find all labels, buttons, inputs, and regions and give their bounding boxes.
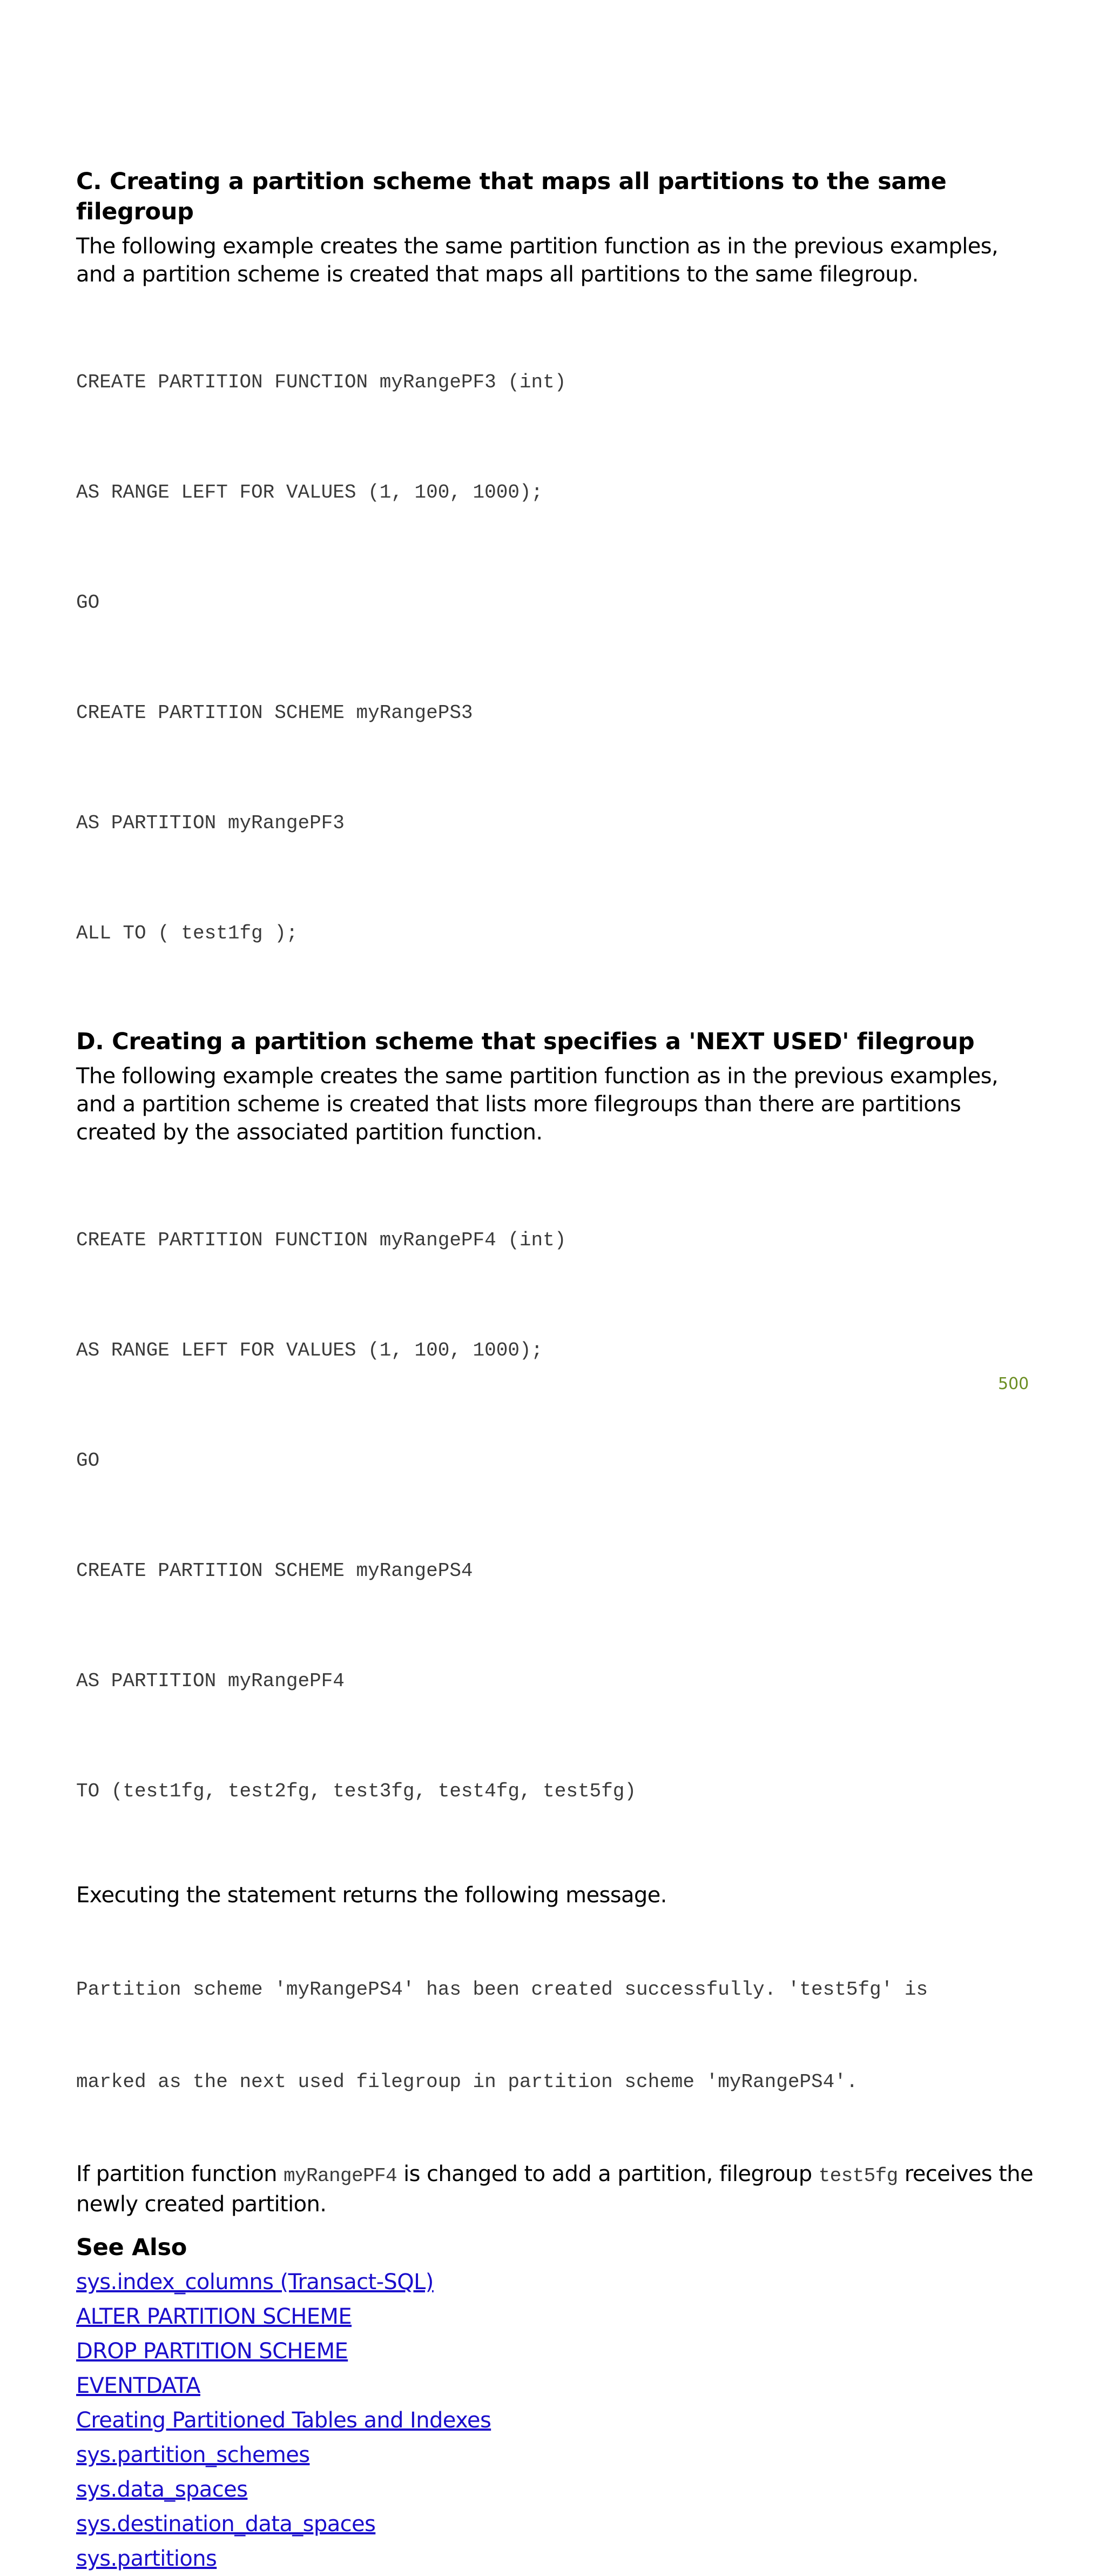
document-page <box>76 166 1037 2576</box>
section-d-description: The following example creates the same partition function as in the previous examples, and a partition scheme is created that lists more filegroups than there are partitions created by the associated partition function. <box>76 1064 999 1145</box>
link-alter-partition-scheme[interactable]: ALTER PARTITION SCHEME <box>76 2304 352 2329</box>
note-inline-code: test5fg <box>818 2165 898 2187</box>
link-sys-partitions[interactable]: sys.partitions <box>76 2546 217 2571</box>
code-line: GO <box>76 592 100 614</box>
code-line: GO <box>76 1450 100 1472</box>
result-message-block <box>76 1913 1037 2159</box>
code-line: ALL TO ( test1fg ); <box>76 922 298 944</box>
link-eventdata[interactable]: EVENTDATA <box>76 2373 200 2398</box>
link-sys-partition-schemes[interactable]: sys.partition_schemes <box>76 2443 310 2467</box>
see-also-heading: See Also <box>76 2234 187 2261</box>
code-line: AS RANGE LEFT FOR VALUES (1, 100, 1000); <box>76 1339 543 1361</box>
note-text: receives the newly created partition. <box>76 2162 1033 2217</box>
code-line: CREATE PARTITION SCHEME myRangePS3 <box>76 702 473 724</box>
link-sys-data-spaces[interactable]: sys.data_spaces <box>76 2477 248 2502</box>
note-text: If partition function <box>76 2162 284 2186</box>
code-line: AS RANGE LEFT FOR VALUES (1, 100, 1000); <box>76 481 543 504</box>
see-also-links <box>76 2265 1037 2576</box>
code-line: AS PARTITION myRangePF3 <box>76 812 345 834</box>
note-text: is changed to add a partition, filegroup <box>397 2162 819 2186</box>
section-c-description: The following example creates the same partition function as in the previous examples, and a partition scheme is created that maps all partitions to the same filegroup. <box>76 234 999 287</box>
section-d-note <box>76 2160 1037 2218</box>
section-c-code-block <box>76 291 1037 1025</box>
section-d-heading: D. Creating a partition scheme that specifies a 'NEXT USED' filegroup <box>76 1028 975 1055</box>
code-line: TO (test1fg, test2fg, test3fg, test4fg, test5fg) <box>76 1780 636 1802</box>
code-line: AS PARTITION myRangePF4 <box>76 1670 345 1692</box>
link-drop-partition-scheme[interactable]: DROP PARTITION SCHEME <box>76 2339 348 2364</box>
note-inline-code: myRangePF4 <box>284 2165 397 2187</box>
section-c-heading: C. Creating a partition scheme that maps all partitions to the same filegroup <box>76 168 947 225</box>
link-sys-index-columns[interactable]: sys.index_columns (Transact-SQL) <box>76 2270 434 2295</box>
link-creating-partitioned-tables[interactable]: Creating Partitioned Tables and Indexes <box>76 2408 491 2433</box>
message-line: Partition scheme 'myRangePS4' has been created successfully. 'test5fg' is <box>76 1978 928 2001</box>
result-intro-text: Executing the statement returns the following message. <box>76 1883 667 1908</box>
code-line: CREATE PARTITION SCHEME myRangePS4 <box>76 1560 473 1582</box>
section-d-code-block <box>76 1149 1037 1883</box>
code-line: CREATE PARTITION FUNCTION myRangePF4 (int) <box>76 1229 567 1251</box>
code-line: CREATE PARTITION FUNCTION myRangePF3 (int) <box>76 371 567 393</box>
message-line: marked as the next used filegroup in partition scheme 'myRangePS4'. <box>76 2071 858 2093</box>
link-sys-destination-data-spaces[interactable]: sys.destination_data_spaces <box>76 2512 376 2537</box>
page-number: 500 <box>998 1374 1029 1393</box>
